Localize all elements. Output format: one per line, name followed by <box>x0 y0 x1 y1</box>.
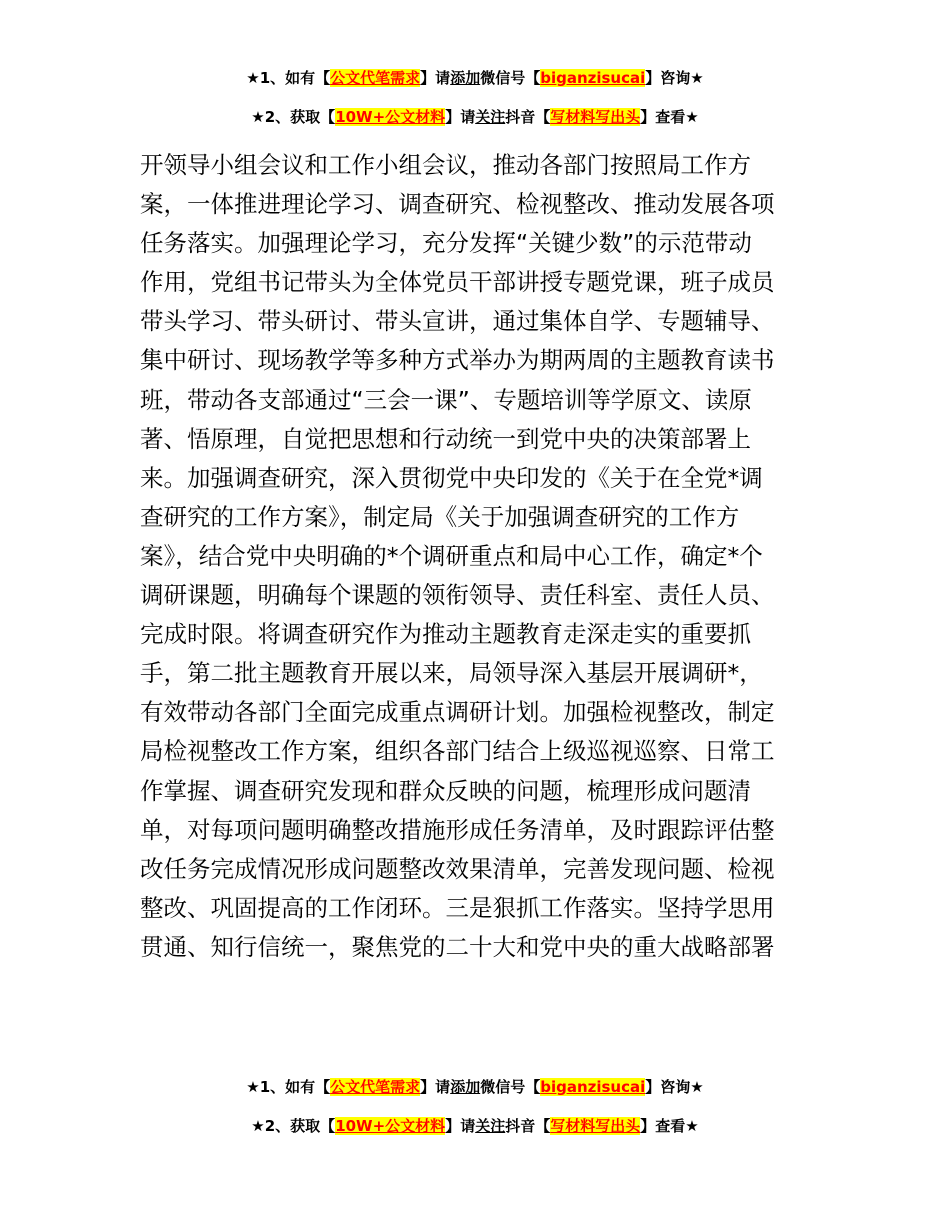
body-line: 开领导小组会议和工作小组会议，推动各部门按照局工作方 <box>140 151 751 179</box>
body-line: 改任务完成情况形成问题整改效果清单，完善发现问题、检视 <box>140 854 775 883</box>
underlined-add: 添加 <box>450 69 481 87</box>
banner-text: 微信号【 <box>480 1078 541 1096</box>
banner-text: ★2、获取【 <box>251 108 336 126</box>
body-line: 手，第二批主题教育开展以来，局领导深入基层开展调研*， <box>140 659 763 688</box>
banner-text: 】查看★ <box>640 1117 699 1135</box>
body-line: 班，带动各支部通过“三会一课”、专题培训等学原文、读原 <box>140 385 752 414</box>
banner-text: 微信号【 <box>480 69 541 87</box>
footer-banner-line-2 <box>0 1116 950 1136</box>
body-line: 贯通、知行信统一，聚焦党的二十大和党中央的重大战略部署 <box>140 932 775 961</box>
body-line: 任务落实。加强理论学习，充分发挥“关键少数”的示范带动 <box>140 229 752 258</box>
body-line: 有效带动各部门全面完成重点调研计划。加强检视整改，制定 <box>140 698 775 727</box>
body-line: 局检视整改工作方案，组织各部门结合上级巡视巡察、日常工 <box>140 737 775 766</box>
body-line: 带头学习、带头研讨、带头宣讲，通过集体自学、专题辅导、 <box>140 307 775 336</box>
highlight-wechat-id: biganzisucai <box>540 69 646 87</box>
banner-text: 抖音【 <box>505 108 551 126</box>
highlight-materials: 10W+公文材料 <box>335 108 446 126</box>
banner-text: 】查看★ <box>640 108 699 126</box>
underlined-follow: 关注 <box>475 1117 506 1135</box>
highlight-materials: 10W+公文材料 <box>335 1117 446 1135</box>
body-line: 完成时限。将调查研究作为推动主题教育走深走实的重要抓 <box>140 620 751 649</box>
body-line: 集中研讨、现场教学等多种方式举办为期两周的主题教育读书 <box>140 346 775 375</box>
banner-text: 】咨询★ <box>645 69 704 87</box>
highlight-wechat-id: biganzisucai <box>540 1078 646 1096</box>
body-line: 调研课题，明确每个课题的领衔领导、责任科室、责任人员、 <box>140 581 775 610</box>
underlined-follow: 关注 <box>475 108 506 126</box>
body-line: 案，一体推进理论学习、调查研究、检视整改、推动发展各项 <box>140 190 775 219</box>
body-line: 单，对每项问题明确整改措施形成任务清单，及时跟踪评估整 <box>140 815 775 844</box>
banner-text: ★1、如有【 <box>246 69 331 87</box>
banner-text: ★2、获取【 <box>251 1117 336 1135</box>
body-line: 作用，党组书记带头为全体党员干部讲授专题党课，班子成员 <box>140 268 775 297</box>
banner-text: 】请 <box>420 69 451 87</box>
banner-text: ★1、如有【 <box>246 1078 331 1096</box>
banner-text: 】请 <box>420 1078 451 1096</box>
header-banner-line-2 <box>0 107 950 127</box>
body-line: 整改、巩固提高的工作闭环。三是狠抓工作落实。坚持学思用 <box>140 893 775 922</box>
banner-text: 】请 <box>445 1117 476 1135</box>
body-line: 作掌握、调查研究发现和群众反映的问题，梳理形成问题清 <box>140 776 751 805</box>
highlight-douyin-account: 写材料写出头 <box>550 108 641 126</box>
footer-banner-line-1 <box>0 1077 950 1097</box>
banner-text: 】请 <box>445 108 476 126</box>
document-body <box>140 146 820 967</box>
banner-text: 抖音【 <box>505 1117 551 1135</box>
underlined-add: 添加 <box>450 1078 481 1096</box>
body-line: 查研究的工作方案》，制定局《关于加强调查研究的工作方 <box>140 502 740 531</box>
body-line: 来。加强调查研究，深入贯彻党中央印发的《关于在全党*调 <box>140 463 763 492</box>
body-line: 案》，结合党中央明确的*个调研重点和局中心工作，确定*个 <box>140 541 763 570</box>
header-banner-line-1 <box>0 68 950 88</box>
body-line: 著、悟原理，自觉把思想和行动统一到党中央的决策部署上 <box>140 424 751 453</box>
highlight-ghostwriting-demand: 公文代笔需求 <box>330 69 421 87</box>
highlight-ghostwriting-demand: 公文代笔需求 <box>330 1078 421 1096</box>
highlight-douyin-account: 写材料写出头 <box>550 1117 641 1135</box>
banner-text: 】咨询★ <box>645 1078 704 1096</box>
